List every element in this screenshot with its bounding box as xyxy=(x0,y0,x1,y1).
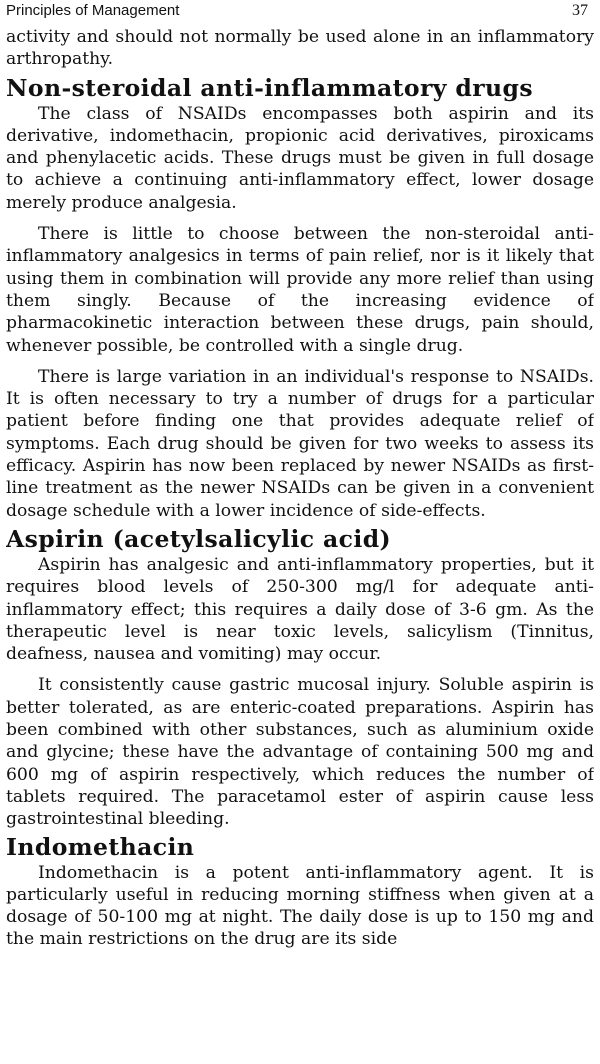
intro-paragraph: activity and should not normally be used alone in an inflammatory arthropathy. xyxy=(6,27,594,70)
aspirin-paragraph-1: Aspirin has analgesic and anti-inflammatory properties, but it requires blood levels of 250-300 mg/l for adequate anti-inflammatory effect; this requires a daily dose of 3-6 gm. As the therapeutic level is near toxic levels, salicylism (Tinnitus, deafness, nausea and vomiting) may occur. xyxy=(6,554,594,665)
running-header xyxy=(6,0,594,26)
aspirin-paragraph-2: It consistently cause gastric mucosal injury. Soluble aspirin is better tolerated, as are enteric-coated preparations. Aspirin has been combined with other substances, such as aluminium oxide and glycine; these have the advantage of containing 500 mg and 600 mg of aspirin respectively, which reduces the number of tablets required. The paracetamol ester of aspirin cause less gastrointestinal bleeding. xyxy=(6,675,594,830)
section-heading-nsaids: Non-steroidal anti-inflammatory drugs xyxy=(6,73,533,102)
indomethacin-paragraph-1: Indomethacin is a potent anti-inflammatory agent. It is particularly useful in reducing morning stiffness when given at a dosage of 50-100 mg at night. The daily dose is up to 150 mg and the main restrictions on the drug are its side xyxy=(6,862,594,950)
book-title: Principles of Management xyxy=(6,2,180,19)
page-number: 37 xyxy=(572,2,588,19)
section-heading-aspirin: Aspirin (acetylsalicylic acid) xyxy=(6,524,392,553)
nsaids-paragraph-2: There is little to choose between the non-steroidal anti-inflammatory analgesics in terms of pain relief, nor is it likely that using them in combination will provide any more relief than using them singly. Because of the increasing evidence of pharmacokinetic interaction between these drugs, pain should, whenever possible, be controlled with a single drug. xyxy=(6,224,594,356)
nsaids-paragraph-1: The class of NSAIDs encompasses both aspirin and its derivative, indomethacin, propionic acid derivatives, piroxicams and phenylacetic acids. These drugs must be given in full dosage to achieve a continuing anti-inflammatory effect, lower dosage merely produce analgesia. xyxy=(6,103,594,213)
nsaids-paragraph-3: There is large variation in an individual's response to NSAIDs. It is often necessary to try a number of drugs for a particular patient before finding one that provides adequate relief of symptoms. Each drug should be given for two weeks to assess its efficacy. Aspirin has now been replaced by newer NSAIDs as first-line treatment as the newer NSAIDs can be given in a convenient dosage schedule with a lower incidence of side-effects. xyxy=(6,366,594,521)
section-heading-indomethacin: Indomethacin xyxy=(6,832,195,861)
book-page xyxy=(6,0,594,1064)
